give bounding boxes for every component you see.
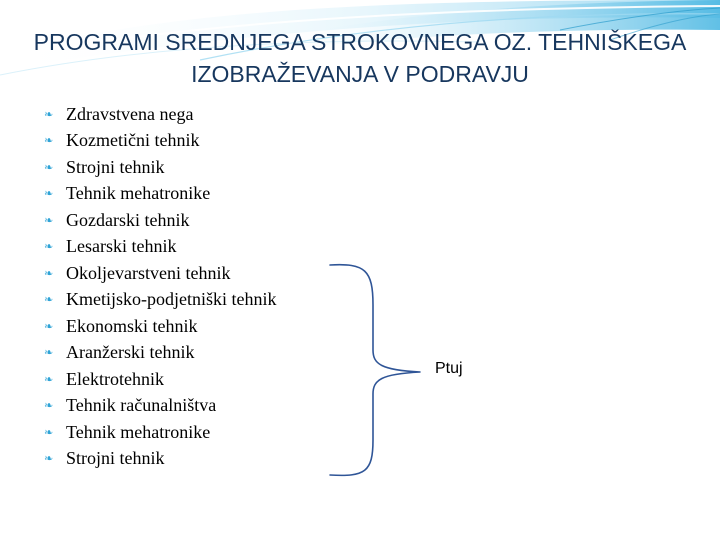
- swirl-bullet-icon: ❧: [44, 213, 54, 227]
- swirl-bullet-icon: ❧: [44, 293, 54, 307]
- swirl-bullet-icon: ❧: [44, 266, 54, 280]
- program-list: [44, 101, 276, 472]
- list-item: [44, 313, 276, 340]
- list-item-label: Strojni tehnik: [66, 448, 165, 469]
- list-item-label: Lesarski tehnik: [66, 236, 177, 257]
- swirl-bullet-icon: ❧: [44, 425, 54, 439]
- swirl-bullet-icon: ❧: [44, 452, 54, 466]
- list-item-label: Aranžerski tehnik: [66, 342, 195, 363]
- swirl-bullet-icon: ❧: [44, 187, 54, 201]
- swirl-bullet-icon: ❧: [44, 160, 54, 174]
- list-item: [44, 154, 276, 181]
- list-item: [44, 128, 276, 155]
- list-item-label: Kmetijsko-podjetniški tehnik: [66, 289, 277, 310]
- swirl-bullet-icon: ❧: [44, 134, 54, 148]
- page-title: [20, 26, 700, 90]
- list-item-label: Tehnik računalništva: [66, 395, 217, 416]
- list-item-label: Kozmetični tehnik: [66, 130, 200, 151]
- list-item: [44, 340, 276, 367]
- list-item: [44, 393, 276, 420]
- list-item-label: Tehnik mehatronike: [66, 421, 211, 442]
- swirl-bullet-icon: ❧: [44, 399, 54, 413]
- list-item-label: Zdravstvena nega: [66, 103, 194, 124]
- group-brace: [325, 260, 425, 480]
- title-line-1: PROGRAMI SREDNJEGA STROKOVNEGA OZ. TEHNIŠKEGA: [33, 29, 687, 55]
- swirl-bullet-icon: ❧: [44, 346, 54, 360]
- list-item: [44, 366, 276, 393]
- swirl-bullet-icon: ❧: [44, 372, 54, 386]
- list-item-label: Gozdarski tehnik: [66, 209, 190, 230]
- swirl-bullet-icon: ❧: [44, 240, 54, 254]
- swirl-bullet-icon: ❧: [44, 319, 54, 333]
- list-item-label: Tehnik mehatronike: [66, 183, 211, 204]
- swirl-bullet-icon: ❧: [44, 107, 54, 121]
- group-label: Ptuj: [435, 360, 463, 377]
- list-item: [44, 101, 276, 128]
- list-item: [44, 234, 276, 261]
- list-item-label: Strojni tehnik: [66, 156, 165, 177]
- list-item: [44, 181, 276, 208]
- list-item: [44, 207, 276, 234]
- list-item-label: Okoljevarstveni tehnik: [66, 262, 231, 283]
- list-item: [44, 419, 276, 446]
- list-item: [44, 446, 276, 473]
- list-item: [44, 260, 276, 287]
- title-line-2: IZOBRAŽEVANJA V PODRAVJU: [191, 61, 529, 87]
- list-item: [44, 287, 276, 314]
- list-item-label: Ekonomski tehnik: [66, 315, 198, 336]
- list-item-label: Elektrotehnik: [66, 368, 164, 389]
